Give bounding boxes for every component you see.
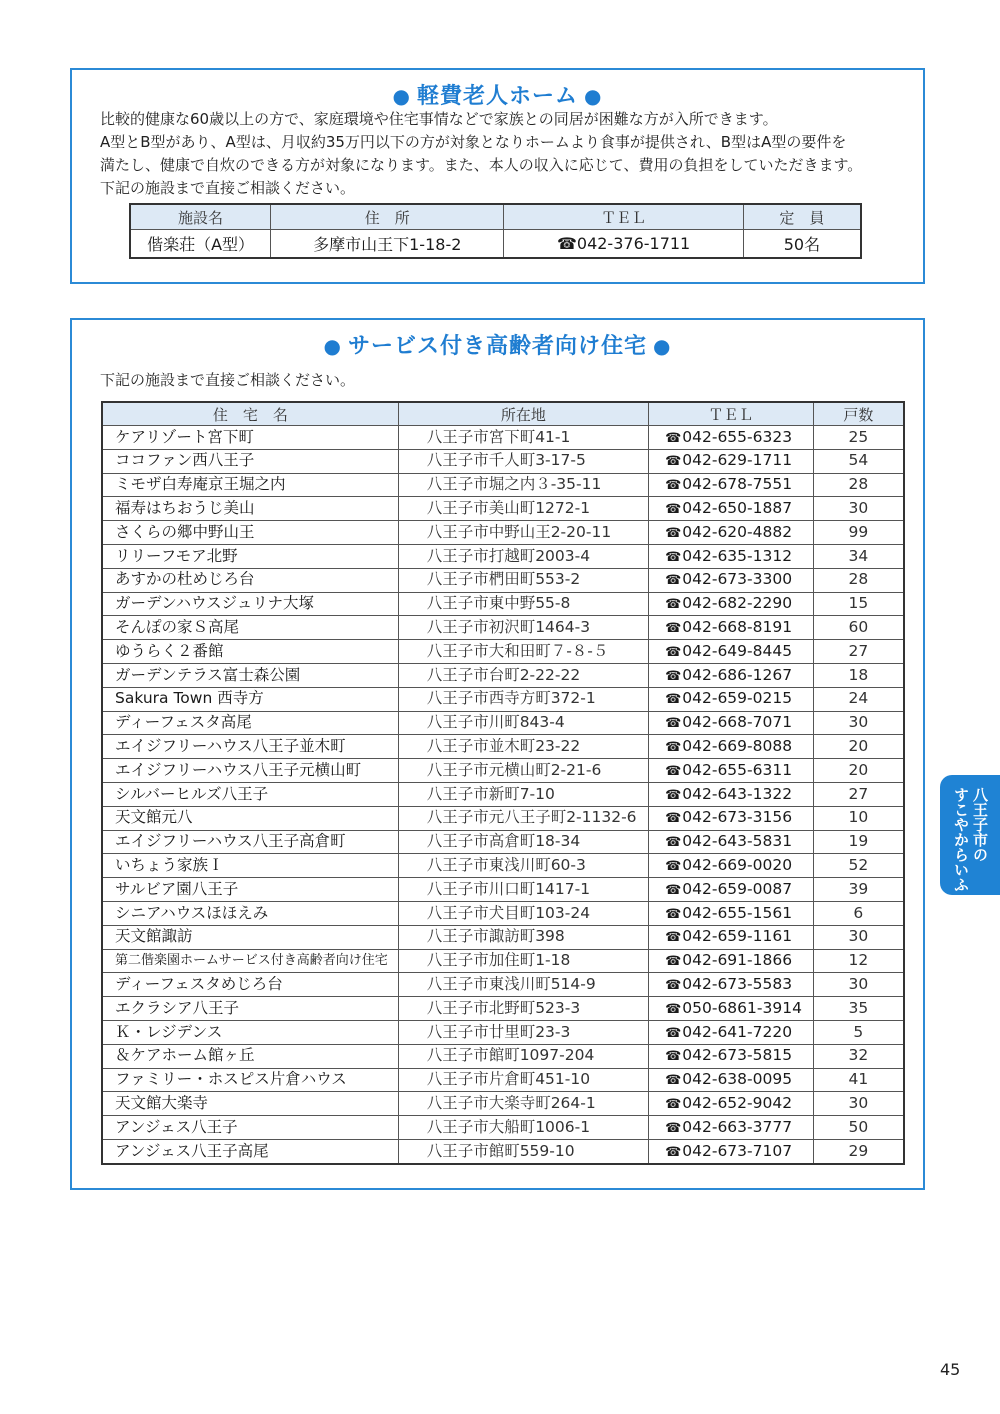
facility-tel: ☎042-376-1711	[504, 230, 743, 259]
housing-name: Ｋ・レジデンス	[102, 1020, 398, 1044]
section-description: 下記の施設まで直接ご相談ください。	[100, 371, 356, 389]
phone-icon: ☎	[665, 478, 682, 494]
housing-name: ガーデンテラス富士森公園	[102, 663, 398, 687]
phone-icon: ☎	[665, 763, 682, 779]
table-row	[102, 592, 904, 616]
housing-name: ディーフェスタ高尾	[102, 711, 398, 735]
phone-icon: ☎	[665, 692, 682, 708]
housing-table-body	[102, 426, 904, 1164]
housing-tel: ☎042-655-1561	[649, 901, 814, 925]
phone-icon: ☎	[665, 882, 682, 898]
housing-tel: ☎042-629-1711	[649, 449, 814, 473]
housing-address: 八王子市新町7-10	[398, 782, 648, 806]
housing-tel: ☎042-659-0215	[649, 687, 814, 711]
phone-icon: ☎	[665, 787, 682, 803]
housing-tel: ☎042-638-0095	[649, 1068, 814, 1092]
housing-address: 八王子市台町2-22-22	[398, 663, 648, 687]
housing-tel: ☎042-659-0087	[649, 878, 814, 902]
phone-icon: ☎	[665, 668, 682, 684]
housing-units: 60	[813, 616, 904, 640]
table-row	[102, 997, 904, 1021]
facility-address: 多摩市山王下1-18-2	[271, 230, 504, 259]
housing-units: 39	[813, 878, 904, 902]
column-header: 住 宅 名	[102, 402, 398, 426]
housing-address: 八王子市諏訪町398	[398, 925, 648, 949]
housing-name: ココファン西八王子	[102, 449, 398, 473]
housing-tel: ☎042-678-7551	[649, 473, 814, 497]
housing-address: 八王子市館町559-10	[398, 1139, 648, 1163]
housing-address: 八王子市椚田町553-2	[398, 568, 648, 592]
phone-icon: ☎	[665, 1025, 682, 1041]
housing-name: エイジフリーハウス八王子並木町	[102, 735, 398, 759]
table-row	[102, 782, 904, 806]
housing-address: 八王子市中野山王2-20-11	[398, 521, 648, 545]
housing-name: そんぽの家Ｓ高尾	[102, 616, 398, 640]
housing-units: 27	[813, 640, 904, 664]
housing-units: 20	[813, 735, 904, 759]
housing-name: ディーフェスタめじろ台	[102, 973, 398, 997]
housing-name: ゆうらく２番館	[102, 640, 398, 664]
table-row	[102, 735, 904, 759]
housing-name: あすかの杜めじろ台	[102, 568, 398, 592]
facility-name: 偕楽荘（A型）	[130, 230, 271, 259]
phone-icon: ☎	[665, 430, 682, 446]
housing-name: シルバーヒルズ八王子	[102, 782, 398, 806]
housing-name: アンジェス八王子高尾	[102, 1139, 398, 1163]
housing-name: ミモザ白寿庵京王堀之内	[102, 473, 398, 497]
housing-tel: ☎042-673-3156	[649, 806, 814, 830]
table-row	[102, 1116, 904, 1140]
table-row	[102, 1044, 904, 1068]
housing-address: 八王子市北野町523-3	[398, 997, 648, 1021]
table-row	[102, 568, 904, 592]
table-row	[102, 449, 904, 473]
housing-address: 八王子市西寺方町372-1	[398, 687, 648, 711]
housing-address: 八王子市打越町2003-4	[398, 544, 648, 568]
housing-units: 34	[813, 544, 904, 568]
phone-icon: ☎	[665, 549, 682, 565]
housing-name: 天文館諏訪	[102, 925, 398, 949]
housing-tel: ☎042-673-5583	[649, 973, 814, 997]
housing-tel: ☎042-643-1322	[649, 782, 814, 806]
housing-tel: ☎050-6861-3914	[649, 997, 814, 1021]
housing-name: 天文館元八	[102, 806, 398, 830]
housing-name: ケアリゾート宮下町	[102, 426, 398, 450]
phone-icon: ☎	[665, 858, 682, 874]
table-row	[102, 616, 904, 640]
housing-tel: ☎042-668-7071	[649, 711, 814, 735]
housing-tel: ☎042-669-8088	[649, 735, 814, 759]
housing-units: 28	[813, 473, 904, 497]
table-row	[102, 426, 904, 450]
housing-units: 30	[813, 497, 904, 521]
column-header: 住 所	[271, 204, 504, 230]
housing-name: 第二偕楽園ホームサービス付き高齢者向け住宅	[102, 949, 398, 973]
column-header: 戸数	[813, 402, 904, 426]
table-row	[102, 544, 904, 568]
housing-units: 29	[813, 1139, 904, 1163]
phone-icon: ☎	[665, 1073, 682, 1089]
table-row	[102, 497, 904, 521]
housing-units: 15	[813, 592, 904, 616]
housing-units: 30	[813, 1092, 904, 1116]
housing-tel: ☎042-620-4882	[649, 521, 814, 545]
housing-name: ファミリー・ホスピス片倉ハウス	[102, 1068, 398, 1092]
table-row	[102, 1139, 904, 1163]
table-row	[102, 759, 904, 783]
bullet-icon: ●	[653, 334, 672, 358]
housing-units: 52	[813, 854, 904, 878]
housing-address: 八王子市初沢町1464-3	[398, 616, 648, 640]
housing-address: 八王子市片倉町451-10	[398, 1068, 648, 1092]
side-tab-label: すこやからいふ	[952, 787, 970, 892]
housing-address: 八王子市美山町1272-1	[398, 497, 648, 521]
housing-name: さくらの郷中野山王	[102, 521, 398, 545]
housing-tel: ☎042-668-8191	[649, 616, 814, 640]
housing-name: エクラシア八王子	[102, 997, 398, 1021]
housing-units: 6	[813, 901, 904, 925]
facility-capacity: 50名	[743, 230, 861, 259]
phone-icon: ☎	[665, 977, 682, 993]
facility-table	[129, 203, 862, 259]
section-title: ● 軽費老人ホーム ●	[392, 84, 603, 109]
housing-tel: ☎042-650-1887	[649, 497, 814, 521]
housing-units: 12	[813, 949, 904, 973]
housing-tel: ☎042-682-2290	[649, 592, 814, 616]
housing-address: 八王子市川口町1417-1	[398, 878, 648, 902]
housing-units: 27	[813, 782, 904, 806]
housing-name: Sakura Town 西寺方	[102, 687, 398, 711]
housing-address: 八王子市加住町1-18	[398, 949, 648, 973]
housing-name: いちょう家族Ｉ	[102, 854, 398, 878]
phone-icon: ☎	[665, 1096, 682, 1112]
housing-units: 25	[813, 426, 904, 450]
housing-name: 福寿はちおうじ美山	[102, 497, 398, 521]
housing-address: 八王子市宮下町41-1	[398, 426, 648, 450]
phone-icon: ☎	[665, 716, 682, 732]
column-header: 定 員	[743, 204, 861, 230]
housing-tel: ☎042-663-3777	[649, 1116, 814, 1140]
housing-units: 5	[813, 1020, 904, 1044]
housing-address: 八王子市東中野55-8	[398, 592, 648, 616]
housing-tel: ☎042-691-1866	[649, 949, 814, 973]
table-header-row	[130, 204, 861, 230]
phone-icon: ☎	[665, 811, 682, 827]
housing-tel: ☎042-655-6323	[649, 426, 814, 450]
phone-icon: ☎	[665, 597, 682, 613]
housing-address: 八王子市大楽寺町264-1	[398, 1092, 648, 1116]
table-row	[102, 830, 904, 854]
housing-name: ガーデンハウスジュリナ大塚	[102, 592, 398, 616]
housing-address: 八王子市大船町1006-1	[398, 1116, 648, 1140]
housing-units: 30	[813, 925, 904, 949]
housing-name: エイジフリーハウス八王子高倉町	[102, 830, 398, 854]
table-row	[102, 878, 904, 902]
housing-units: 28	[813, 568, 904, 592]
housing-units: 18	[813, 663, 904, 687]
housing-address: 八王子市元横山町2-21-6	[398, 759, 648, 783]
table-header-row	[102, 402, 904, 426]
page-number: 45	[940, 1360, 961, 1379]
housing-units: 99	[813, 521, 904, 545]
housing-table	[101, 401, 905, 1165]
housing-address: 八王子市堀之内３-35-11	[398, 473, 648, 497]
housing-units: 41	[813, 1068, 904, 1092]
housing-tel: ☎042-673-7107	[649, 1139, 814, 1163]
column-header: ＴＥＬ	[504, 204, 743, 230]
housing-address: 八王子市高倉町18-34	[398, 830, 648, 854]
side-index-tab[interactable]	[940, 775, 1000, 895]
phone-icon: ☎	[665, 644, 682, 660]
housing-tel: ☎042-673-3300	[649, 568, 814, 592]
phone-icon: ☎	[665, 621, 682, 637]
phone-icon: ☎	[665, 740, 682, 755]
housing-name: サルビア園八王子	[102, 878, 398, 902]
table-row	[102, 1068, 904, 1092]
table-row	[102, 949, 904, 973]
table-row	[102, 687, 904, 711]
phone-icon: ☎	[665, 906, 682, 922]
housing-tel: ☎042-649-8445	[649, 640, 814, 664]
section-title: ● サービス付き高齢者向け住宅 ●	[323, 334, 672, 359]
table-row	[102, 711, 904, 735]
side-tab-label: 八王子市の	[971, 787, 989, 862]
phone-icon: ☎	[665, 502, 682, 518]
phone-icon: ☎	[665, 1120, 682, 1136]
bullet-icon: ●	[323, 334, 342, 358]
housing-address: 八王子市東浅川町60-3	[398, 854, 648, 878]
housing-tel: ☎042-652-9042	[649, 1092, 814, 1116]
housing-address: 八王子市廿里町23-3	[398, 1020, 648, 1044]
phone-icon: ☎	[665, 573, 682, 589]
housing-name: エイジフリーハウス八王子元横山町	[102, 759, 398, 783]
table-row	[102, 925, 904, 949]
housing-units: 30	[813, 973, 904, 997]
column-header: ＴＥＬ	[649, 402, 814, 426]
housing-units: 20	[813, 759, 904, 783]
bullet-icon: ●	[584, 84, 603, 108]
phone-icon: ☎	[665, 1001, 682, 1017]
housing-units: 35	[813, 997, 904, 1021]
table-row	[102, 973, 904, 997]
housing-address: 八王子市犬目町103-24	[398, 901, 648, 925]
housing-address: 八王子市館町1097-204	[398, 1044, 648, 1068]
table-row	[102, 663, 904, 687]
table-row	[102, 854, 904, 878]
table-row	[102, 806, 904, 830]
table-row	[102, 1092, 904, 1116]
housing-name: 天文館大楽寺	[102, 1092, 398, 1116]
housing-tel: ☎042-643-5831	[649, 830, 814, 854]
table-row	[130, 230, 861, 259]
housing-tel: ☎042-686-1267	[649, 663, 814, 687]
phone-icon: ☎	[665, 835, 682, 851]
table-row	[102, 473, 904, 497]
table-row	[102, 1020, 904, 1044]
section-description: 比較的健康な60歳以上の方で、家庭環境や住宅事情などで家族との同居が困難な方が入所できます。 A型とB型があり、A型は、月収約35万円以下の方が対象となりホームより食事が提供され、B型はA型の要件を 満たし、健康で自炊のできる方が対象になります。また、本人の収入に応じて、費用の負担をしていただきます。 下記の施設まで直接ご相談ください。	[100, 110, 863, 197]
housing-address: 八王子市東浅川町514-9	[398, 973, 648, 997]
housing-name: アンジェス八王子	[102, 1116, 398, 1140]
phone-icon: ☎	[665, 930, 682, 946]
housing-address: 八王子市千人町3-17-5	[398, 449, 648, 473]
housing-tel: ☎042-673-5815	[649, 1044, 814, 1068]
phone-icon: ☎	[665, 1144, 682, 1160]
table-row	[102, 640, 904, 664]
phone-icon: ☎	[665, 525, 682, 541]
table-row	[102, 901, 904, 925]
housing-name: ＆ケアホーム館ヶ丘	[102, 1044, 398, 1068]
table-row	[102, 521, 904, 545]
housing-name: リリーフモア北野	[102, 544, 398, 568]
housing-tel: ☎042-659-1161	[649, 925, 814, 949]
column-header: 所在地	[398, 402, 648, 426]
housing-tel: ☎042-641-7220	[649, 1020, 814, 1044]
housing-units: 19	[813, 830, 904, 854]
housing-tel: ☎042-655-6311	[649, 759, 814, 783]
housing-tel: ☎042-635-1312	[649, 544, 814, 568]
phone-icon: ☎	[556, 234, 577, 253]
phone-icon: ☎	[665, 954, 682, 970]
housing-address: 八王子市元八王子町2-1132-6	[398, 806, 648, 830]
phone-icon: ☎	[665, 454, 682, 470]
column-header: 施設名	[130, 204, 271, 230]
housing-address: 八王子市並木町23-22	[398, 735, 648, 759]
phone-icon: ☎	[665, 1049, 682, 1065]
section-service-housing	[70, 318, 925, 1190]
housing-address: 八王子市川町843-4	[398, 711, 648, 735]
housing-units: 32	[813, 1044, 904, 1068]
bullet-icon: ●	[392, 84, 411, 108]
housing-tel: ☎042-669-0020	[649, 854, 814, 878]
housing-units: 54	[813, 449, 904, 473]
housing-units: 10	[813, 806, 904, 830]
section-keihi-rojin-home	[70, 68, 925, 284]
housing-address: 八王子市大和田町７-８-５	[398, 640, 648, 664]
housing-units: 30	[813, 711, 904, 735]
housing-name: シニアハウスほほえみ	[102, 901, 398, 925]
housing-units: 24	[813, 687, 904, 711]
housing-units: 50	[813, 1116, 904, 1140]
